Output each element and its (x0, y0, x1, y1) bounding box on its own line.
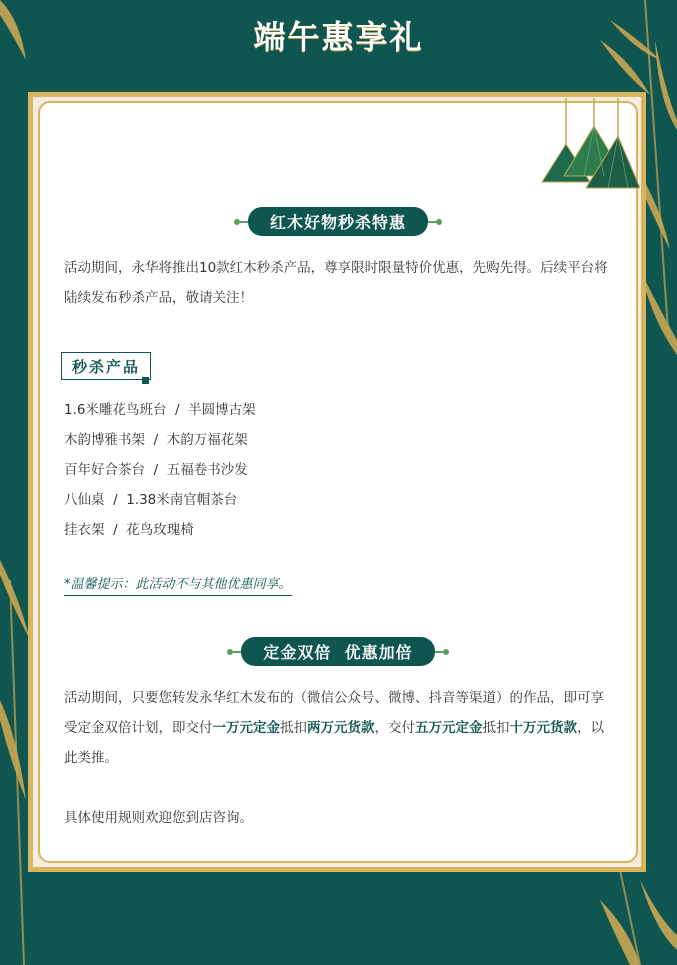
section2-paragraph: 活动期间，只要您转发永华红木发布的（微信公众号、微博、抖音等渠道）的作品，即可享受定金双倍计划，即交付一万元定金抵扣两万元货款，交付五万元定金抵扣十万元货款，以此类推。 (64, 690, 604, 766)
list-item: 挂衣架 / 花鸟玫瑰椅 (64, 522, 194, 538)
product-list (64, 395, 616, 545)
list-item: 百年好合茶台 / 五福卷书沙发 (64, 462, 248, 478)
products-heading: 秒杀产品 (61, 352, 151, 380)
list-item: 八仙桌 / 1.38米南官帽茶台 (64, 492, 238, 508)
list-item: 1.6米雕花鸟班台 / 半圆博古架 (64, 402, 256, 418)
page-title: 端午惠享礼 (253, 18, 424, 56)
list-item: 木韵博雅书架 / 木韵万福花架 (64, 432, 248, 448)
section1-badge-wrap (38, 207, 638, 236)
promo-tip: *温馨提示：此活动不与其他优惠同享。 (64, 575, 292, 596)
section2-badge: 定金双倍 优惠加倍 (241, 637, 434, 666)
section2-footer: 具体使用规则欢迎您到店咨询。 (64, 810, 253, 826)
section1-paragraph: 活动期间，永华将推出10款红木秒杀产品，尊享限时限量特价优惠，先购先得。后续平台将陆续发布秒杀产品，敬请关注！ (64, 260, 608, 306)
zongzi-ornament-icon (536, 98, 640, 194)
section1-badge: 红木好物秒杀特惠 (248, 207, 428, 236)
section2-badge-wrap (38, 637, 638, 666)
